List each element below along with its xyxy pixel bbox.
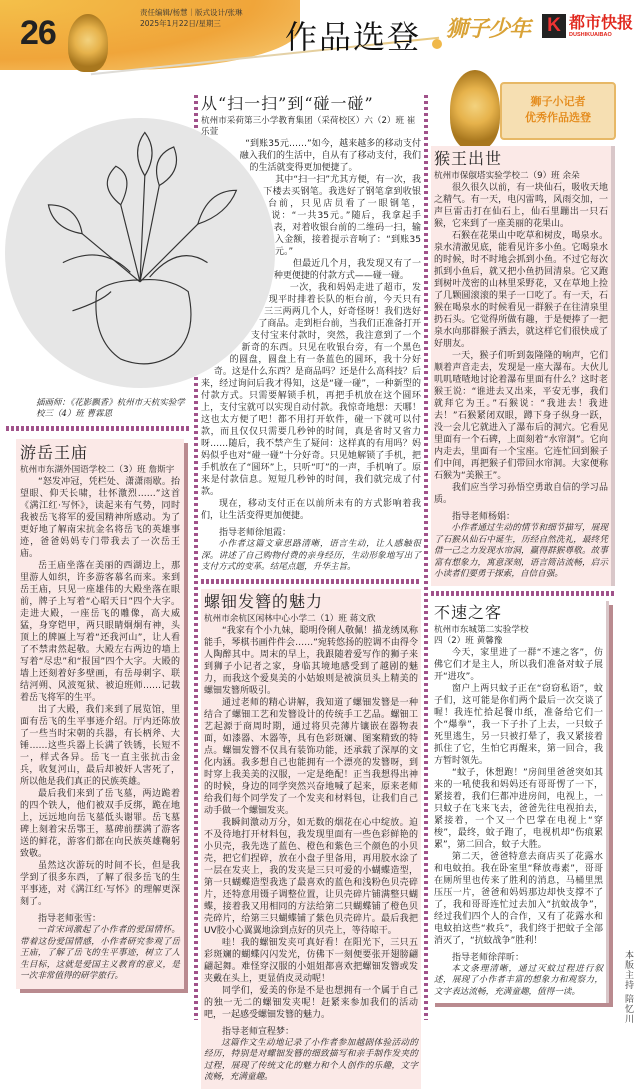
paragraph: 哇！我的螺钿发夹可真好看！在阳光下，三只五彩斑斓的蝴蝶闪闪发光，仿佛下一刻便要张开翅膀翩翩起舞。难怪穿汉服的小姐姐都喜欢把螺钿发簪或发夹戴在头上，更显俏皮灵动呢！ bbox=[204, 937, 418, 984]
teacher-label: 指导老师宣程梦： bbox=[222, 1026, 295, 1037]
paragraph: “到账35元……”如今，越来越多的移动支付融入我们的生活中，自从有了移动支付，我们的生活就变得更加便捷了。 bbox=[239, 139, 421, 173]
teacher-label: 指导老师张雪： bbox=[38, 914, 102, 924]
paragraph: “蚊子，休想跑！”房间里爸爸突如其来的一吼使我和妈妈还有哥哥愣了一下，紧接着，我们仨都冲进房间，电视上，一只蚊子在飞来飞去，爸爸先往电视拍去，紧接着，一个又一个巴掌在电视上“穿梭”，最终，蚊子跑了，电视机却“伤痕累累”，第二回合，蚊子大胜。 bbox=[434, 767, 603, 850]
article-byline-class: 四（2）班 黄馨豫 bbox=[434, 635, 503, 646]
page-host-credit: 本版主持 陪忆川 bbox=[623, 950, 633, 1024]
promo-card bbox=[500, 82, 616, 140]
article-title: 从“扫一扫”到“碰一碰” bbox=[201, 94, 374, 113]
paragraph: 一天，猴子们听到轰隆隆的响声，它们顺着声音走去，发现是一座大瀑布。大伙儿叽叽喳喳地讨论着瀑布里面有什么？这时老猴王说：“谁进去又出来，平安无事，我们就拜它为王。”石猴说：“我进去！我进去！”石猴紧闭双眼，蹲下身子纵身一跃，没一会儿它就进入了瀑布后的洞穴。它看见里面有一个石碑，上面刻着“水帘洞”。它向内走去，里面有一个宝座。它连忙回到猴子们中间，再把猴子们带回水帘洞。大家便称石猴为“美猴王”。 bbox=[434, 351, 608, 481]
article-byline: 杭州市东城第二实验学校 bbox=[434, 624, 529, 635]
article-title: 游岳王庙 bbox=[20, 443, 89, 462]
paragraph: 我瞬间激动万分，如无数的烟花在心中绽放。迫不及待地打开材料包，我发现里面有一些色彩鲜艳的小贝壳，我先选了蓝色、橙色和紫色三个颜色的小贝壳，把它们捏碎，放在小盘子里备用，再用胶水涂了一层在发夹上，我的发夹是三只可爱的小蝴蝶造型，第一只蝴蝶造型我选了最喜欢的蓝色和浅粉色贝壳碎片，还特意用镊子调整位置，让贝壳碎片铺满整只蝴蝶，接着我又用相同的方法给第二只蝴蝶铺了橙色贝壳碎片，给第三只蝴蝶铺了紫色贝壳碎片。最后我把UV胶小心翼翼地涂到点好的贝壳上，等待晾干。 bbox=[204, 817, 418, 936]
teacher-comment: 这篇作文生动地记录了小作者参加越剧体验活动的经历，特别是对螺钿发簪的细致描写和亲手制作发夹的过程，展现了传统文化的魅力和个人创作的乐趣，文字流畅，充满童趣。 bbox=[204, 1037, 418, 1082]
column-divider bbox=[424, 95, 428, 1020]
paragraph: “我家有个小九妹，聪明伶俐人敬佩！描龙绣凤称能手，琴棋书画件件会……”宛转悠扬的腔调不由得令人陶醉其中。周末的早上，我跟随着爱写作的狮子来到狮子小记者之家，身临其境地感受到了越剧的魅力，而我这个爱臭美的小姑娘则是被演员头上精美的螺钿发簪所吸引。 bbox=[204, 625, 418, 696]
article-monkey-king bbox=[431, 146, 615, 586]
paragraph: 同学们，爱美的你是不是也想拥有一个属于自己的独一无二的螺钿发夹呢！赶紧来参加我们的活动吧，一起感受螺钿发簪的魅力。 bbox=[204, 985, 418, 1020]
paragraph: 通过老师的精心讲解，我知道了螺钿发簪是一种结合了螺钿工艺和发簪设计的传统手工艺品。螺钿工艺起源于商周时期，通过将贝壳薄片镶嵌在器物表面，如漆器、木器等，具有色彩斑斓、图案精致的特点。螺钿发簪不仅具有装饰功能，还承载了深厚的文化内涵。我多想自己也能拥有一个漂亮的发簪呀，到时穿上我美美的汉服，一定是绝配！正当我想得出神的时候，身边的同学突然兴奋地喊了起来，原来老师给我们每个同学发了一个发夹和材料包，让我们自己动手做一个螺钿发夹。 bbox=[204, 697, 418, 816]
paragraph: 其中“扫一扫”尤其方便，有一次，我下楼去买钢笔。我选好了钢笔拿到收银台前，只见店员看了一眼钢笔，说：“一共35元。”随后，我拿起手表，对着收银台前的二维码一扫，输入金额，接着提示音响了：“到账35元。” bbox=[263, 175, 421, 257]
page-number: 26 bbox=[20, 14, 56, 52]
section-title: 作品选登 bbox=[285, 18, 422, 56]
teacher-label: 指导老师杨娟： bbox=[452, 512, 516, 522]
article-title: 螺钿发簪的魅力 bbox=[204, 591, 324, 611]
paragraph: 一次，我和妈妈走进了超市，发现平时排着长队的柜台前，今天只有三三两两几个人，好奇怪呀！我们选好了商品。走到柜台前，当我们正准备打开支付宝来付款时，突然，我注意到了一个新奇的东西。只见在收银台旁，有一个黑色的圆盘，圆盘上有一条蓝色的圆环，我十分好奇。这是什么东西？是商品吗？还是什么高科技？后来，经过询问后我才得知，这是“碰一碰”，一种新型的付款方式。只需要解锁手机，再把手机放在这个圆环上，支付宝就可以实现自动付款。我惊奇地想：天哪！这也太方便了吧！都不用打开软件，碰一下就可以付款，而且仅仅只需要几秒钟的时间，真是省时又省力呀……随后，我不禁产生了疑问：这样真的有用吗？妈妈似乎也对“碰一碰”十分好奇。只见她解锁了手机，把手机放在了“圆环”上，只听“叮”的一声，手机响了。原来是付款信息。短短几秒钟的时间，我们就完成了付款。 bbox=[201, 283, 421, 497]
paragraph: 但最近几个月，我发现又有了一种更便捷的付款方式——碰一碰。 bbox=[273, 259, 421, 281]
teacher-comment: 小作者这篇文章思路清晰，语言生动，让人感触很深。讲述了自己购物付费的亲身经历，生动形象地写出了支付方式的变革。结尾点题，升华主旨。 bbox=[201, 539, 421, 572]
paragraph: 窗户上两只蚊子正在“窃窃私语”，蚊子们，这可能是你们两个最后一次交谈了喔！我连忙拾起餐巾纸，准备给它们一个“爆拳”，我一下子扑了上去，一只蚊子死里逃生，另一只被打晕了，我又紧接着抓住了它，生怕它再醒来，第一回合，我方暂时领先。 bbox=[434, 683, 603, 766]
logo-mark-icon: K bbox=[542, 14, 566, 38]
article-mosquito bbox=[431, 601, 609, 1004]
paragraph: 最后我们来到了岳飞墓，两边跪着的四个铁人，他们被双手反绑，跪在地上，远远地向岳飞墓低头谢罪。岳飞墓碑上刻着宋岳鄂王，墓碑前摆满了游客送的鲜花，游客们都在向民族英雄鞠躬致敬。 bbox=[20, 789, 180, 859]
teacher-label: 指导老师徐旭霞： bbox=[219, 528, 292, 538]
edition-meta bbox=[140, 7, 243, 29]
lion-mascot-icon bbox=[450, 70, 500, 150]
article-yue-temple bbox=[16, 439, 184, 989]
paragraph: 我们应当学习孙悟空勇敢自信的学习品质。 bbox=[434, 483, 608, 505]
ribbon-knot-icon bbox=[432, 39, 442, 49]
teacher-comment: 一首宋词激起了小作者的爱国情怀。带着这份爱国情感，小作者研究参观了岳王庙，了解了岳飞的生平事迹，树立了人生目标，这就是爱国主义教育的意义，是一次非常值得的研学旅行。 bbox=[20, 925, 180, 981]
article-byline: 杭州市余杭区闲林中心小学二（1）班 蒋文欣 bbox=[204, 613, 376, 624]
article-byline: 杭州市采荷第三小学教育集团（采荷校区）六（2）班 崔乐萱 bbox=[201, 116, 416, 137]
left-column bbox=[6, 398, 190, 989]
section-divider bbox=[201, 579, 421, 584]
column-brand: 狮子少年 bbox=[446, 16, 531, 42]
paragraph: “怒发冲冠，凭栏处、潇潇雨歇。抬望眼、仰天长啸，壮怀激烈……”这首《满江红·写怀》，读起来有气势，同时我被岳飞将军的爱国精神所感动。为了更好地了解南宋抗金名将岳飞的英雄事迹，爸爸妈妈专门带我去了一次岳王庙。 bbox=[20, 477, 180, 559]
article-title: 不速之客 bbox=[434, 602, 503, 622]
logo-pinyin: DUSHIKUAIBAO bbox=[569, 31, 612, 38]
paragraph: 今天，家里进了一群“不速之客”，仿佛它们才是主人，所以我们准备对蚊子展开“进攻”。 bbox=[434, 647, 603, 682]
promo-line-1: 狮子小记者 bbox=[530, 96, 586, 108]
article-mobile-pay bbox=[201, 94, 421, 574]
section-divider bbox=[6, 426, 190, 431]
article-title: 猴王出世 bbox=[434, 149, 503, 168]
newspaper-logo bbox=[542, 14, 633, 38]
paragraph: 很久很久以前，有一块仙石，吸收天地之精气。有一天，电闪雷鸣，风雨交加，一声巨雷击打在仙石上，仙石里蹦出一只石猴，它来到了一座美丽的花果山。 bbox=[434, 183, 608, 229]
paragraph: 现在，移动支付正在以前所未有的方式影响着我们，让生活变得更加便捷。 bbox=[201, 499, 421, 521]
paragraph: 第二天，爸爸特意去商店买了花露水和电蚊拍。我在卧室里“释放毒素”，哥哥在厕所里也传来了胜利的消息，马桶里黑压压一片，爸爸和妈妈那边却快支撑不了了，我和哥哥连忙过去加入“抗蚊战争”，经过我们四个人的合作，又有了花露水和电蚊拍这些“救兵”，我们终于把蚊子全部消灭了，“抗蚊战争”胜利！ bbox=[434, 851, 603, 946]
paragraph: 岳王庙坐落在美丽的西湖边上，那里游人如织，许多游客慕名而来。来到岳王庙，只见一座雄伟的大殿坐落在眼前，牌子上写着“心昭天日”四个大字。走进大殿，一座岳飞的雕像，高大威猛，身穿铠甲，两只眼睛炯炯有神，头顶上的牌匾上写着“还我河山”，让人看了不禁肃然起敬。大殿左右两边的墙上写着“尽忠”和“报国”四个大字。大殿的墙上还刻着好多壁画，有岳母刺字、联结河朔、风波冤狱、被迫班师……记载着岳飞将军的生平。 bbox=[20, 561, 180, 703]
article-byline: 杭州市保俶塔实验学校二（9）班 余朵 bbox=[434, 171, 580, 181]
editor-credit: 责任编辑/杨慧｜版式设计/张琳 bbox=[140, 8, 243, 17]
paragraph: 石猴在花果山中吃草和树皮，喝泉水。泉水清澈见底，能看见许多小鱼。它喝泉水的时候，时不时地会抓到小鱼。不过它每次抓到小鱼后，就又把小鱼扔回清泉。它又跑到树叶茂密的山林里采野花，又在草地上捡了几颗圆滚滚的果子一口吃了。有一天，石猴在喝泉水的时候看见一群猴子在往清泉里扔石头。它觉得所做有趣，于是便捧了一把泉水向那群猴子洒去，就这样它们很快成了好朋友。 bbox=[434, 231, 608, 349]
paragraph: 虽然这次游玩的时间不长，但是我学到了很多东西，了解了很多岳飞的生平事迹，对《满江红·写怀》的理解更深刻了。 bbox=[20, 861, 180, 907]
right-column bbox=[431, 146, 615, 1003]
teacher-comment: 本文条理清晰，通过灭蚊过程进行叙述，展现了小作者丰富的想象力和观察力，文字表达流畅，充满童趣，值得一读。 bbox=[434, 963, 603, 997]
logo-name: 都市快报 bbox=[569, 14, 634, 32]
middle-column bbox=[201, 94, 421, 1089]
lion-mascot-icon bbox=[68, 14, 108, 72]
paragraph: 出了大殿，我们来到了展览馆，里面有岳飞的生平事迹介绍。厅内还陈放了一些当时宋朝的兵器，有长柄斧、大锤……这些兵器上长满了铁锈，长短不一，样式各异。岳飞一直主张抗击金兵，收复河山，最后却被奸人害死了，所以他是我们真正的民族英雄。 bbox=[20, 705, 180, 787]
teacher-comment: 小作者通过生动的情节和细节描写，展现了石猴从仙石中诞生，历经自然洗礼，最终凭借一己之力发现水帘洞，赢得群猴尊敬。故事富有想象力，寓意深刻，语言简洁流畅，启示小读者们要勇于探索，自信自强。 bbox=[434, 523, 608, 579]
section-divider bbox=[431, 591, 615, 596]
article-byline: 杭州市东湖外国语学校二（3）班 詹斯宇 bbox=[20, 465, 175, 475]
illustration-caption: 插画师：《花影飘香》杭州市天杭实验学校三（4）班 曹霖恩 bbox=[36, 398, 185, 419]
teacher-label: 指导老师徐萍昕： bbox=[452, 952, 525, 963]
promo-line-2: 优秀作品选登 bbox=[525, 112, 591, 124]
issue-date: 2025年1月22日/星期三 bbox=[140, 19, 221, 28]
article-hairpin bbox=[201, 589, 421, 1089]
